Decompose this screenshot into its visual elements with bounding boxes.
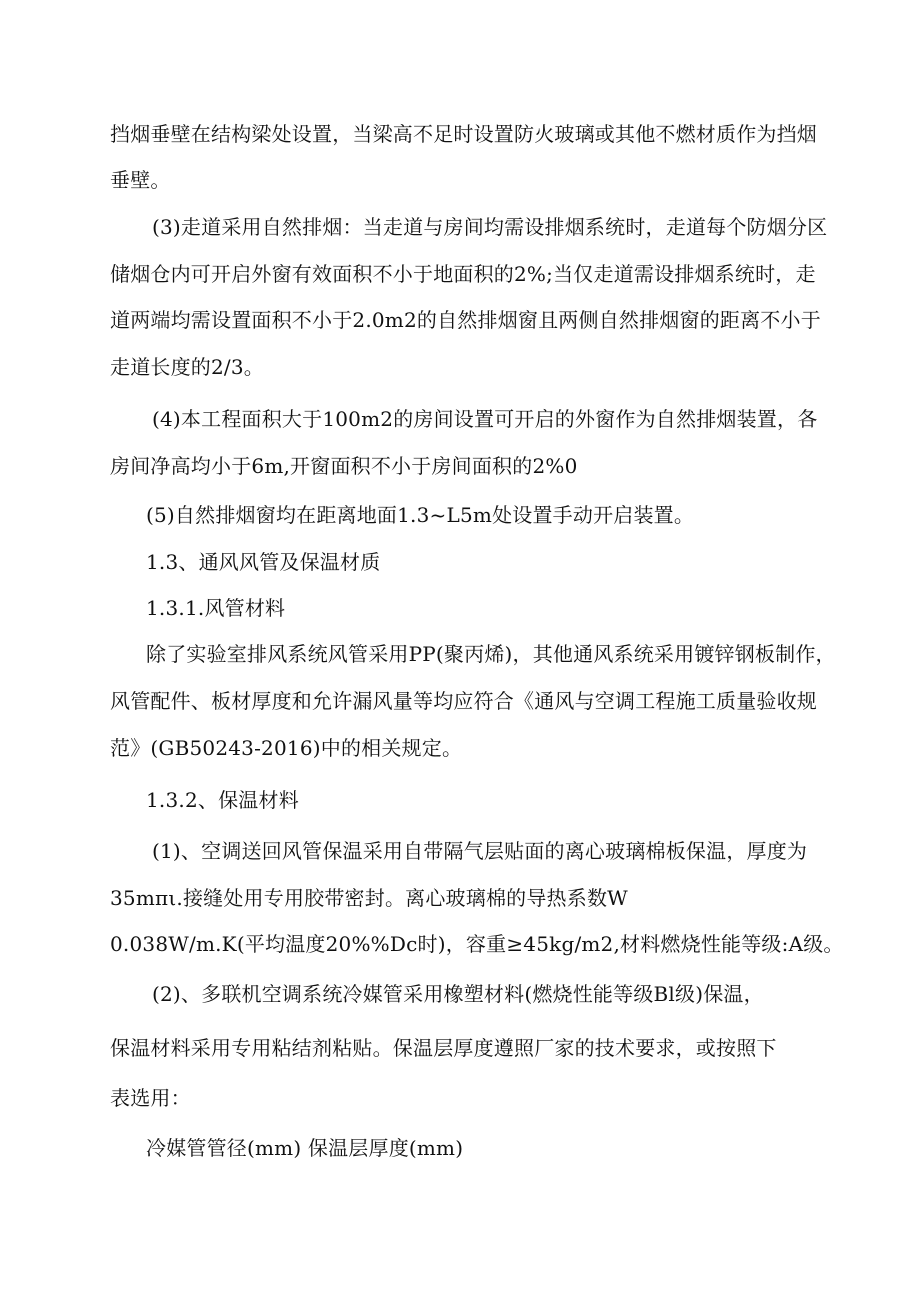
paragraph-line: 35mπι.接缝处用专用胶带密封。离心玻璃棉的导热系数W xyxy=(110,886,628,910)
paragraph-line: 房间净高均小于6m,开窗面积不小于房间面积的2%0 xyxy=(110,454,578,478)
subsection-heading: 1.3.1.风管材料 xyxy=(146,596,286,620)
paragraph-line: (5)自然排烟窗均在距离地面1.3~L5m处设置手动开启装置。 xyxy=(146,503,695,527)
table-header-line: 冷媒管管径(mm) 保温层厚度(mm) xyxy=(146,1136,464,1160)
paragraph-line: 挡烟垂壁在结构梁处设置，当梁高不足时设置防火玻璃或其他不燃材质作为挡烟 xyxy=(110,122,817,146)
subsection-heading: 1.3.2、保温材料 xyxy=(146,788,299,812)
paragraph-line: 范》(GB50243-2016)中的相关规定。 xyxy=(110,736,463,760)
paragraph-line: 表选用： xyxy=(110,1086,191,1110)
paragraph-line: 0.038W/m.K(平均温度20%%Dc时)，容重≥45kg/m2,材料燃烧性能等级:A级。 xyxy=(110,932,844,956)
section-heading: 1.3、通风风管及保温材质 xyxy=(146,550,381,574)
paragraph-line: 走道长度的2/3。 xyxy=(110,355,264,379)
paragraph-line: (4)本工程面积大于100m2的房间设置可开启的外窗作为自然排烟装置，各 xyxy=(152,407,818,431)
paragraph-line: (3)走道采用自然排烟：当走道与房间均需设排烟系统时，走道每个防烟分区 xyxy=(152,215,828,239)
paragraph-line: 道两端均需设置面积不小于2.0m2的自然排烟窗且两侧自然排烟窗的距离不小于 xyxy=(110,308,821,332)
paragraph-line: (1)、空调送回风管保温采用自带隔气层贴面的离心玻璃棉板保温，厚度为 xyxy=(152,839,808,863)
paragraph-line: 风管配件、板材厚度和允许漏风量等均应符合《通风与空调工程施工质量验收规 xyxy=(110,689,817,713)
paragraph-line: (2)、多联机空调系统冷媒管采用橡塑材料(燃烧性能等级Bl级)保温， xyxy=(152,982,764,1006)
paragraph-line: 除了实验室排风系统风管采用PP(聚丙烯)，其他通风系统采用镀锌钢板制作， xyxy=(146,642,836,666)
paragraph-line: 保温材料采用专用粘结剂粘贴。保温层厚度遵照厂家的技术要求，或按照下 xyxy=(110,1036,777,1060)
paragraph-line: 垂壁。 xyxy=(110,168,171,192)
paragraph-line: 储烟仓内可开启外窗有效面积不小于地面积的2%;当仅走道需设排烟系统时，走 xyxy=(110,262,816,286)
